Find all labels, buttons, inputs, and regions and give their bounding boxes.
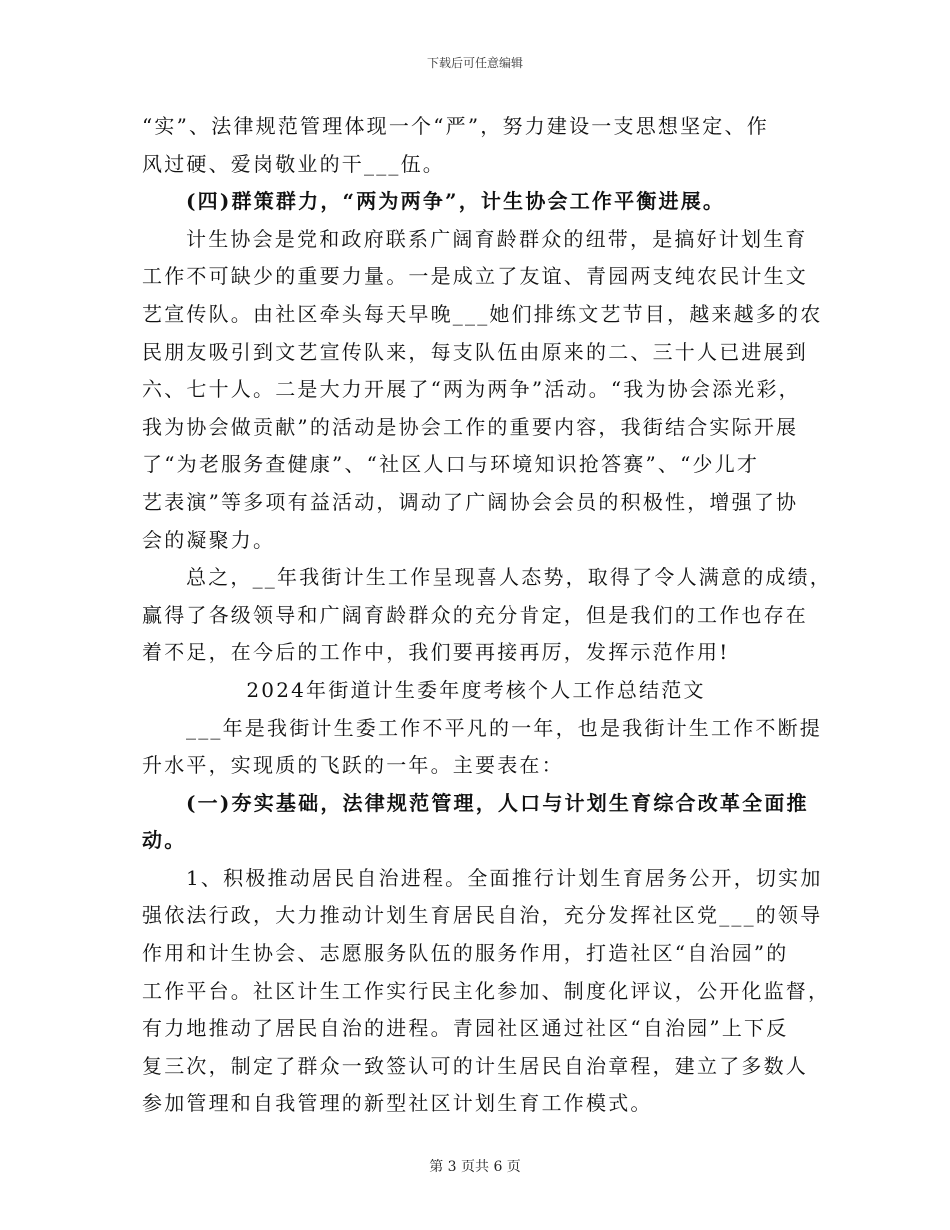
page-footer: 第 3 页共 6 页 xyxy=(429,1159,521,1175)
paragraph-line: 作用和计生协会、志愿服务队伍的服务作用，打造社区“自治园”的 xyxy=(142,941,789,966)
paragraph-line: 赢得了各级领导和广阔育龄群众的充分肯定，但是我们的工作也存在 xyxy=(142,602,808,627)
paragraph-line: 计生协会是党和政府联系广阔育龄群众的纽带，是搞好计划生育 xyxy=(186,226,808,251)
paragraph-line: 总之，__年我街计生工作呈现喜人态势，取得了令人满意的成绩， xyxy=(186,565,832,590)
paragraph-line: 风过硬、爱岗敬业的干___伍。 xyxy=(142,151,445,176)
paragraph-line: 工作不可缺少的重要力量。一是成立了友谊、青园两支纯农民计生文 xyxy=(142,264,808,289)
paragraph-line: 民朋友吸引到文艺宣传队来，每支队伍由原来的二、三十人已进展到 xyxy=(142,339,808,364)
paragraph-line: 着不足，在今后的工作中，我们要再接再厉，发挥示范作用! xyxy=(142,640,730,665)
section-heading-line: (四)群策群力，“两为两争”，计生协会工作平衡进展。 xyxy=(186,189,726,214)
section-title: 2024年街道计生委年度考核个人工作总结范文 xyxy=(246,677,706,702)
paragraph-line: 复三次，制定了群众一致签认可的计生居民自治章程，建立了多数人 xyxy=(142,1053,808,1078)
paragraph-line: 了“为老服务查健康”、“社区人口与环境知识抢答赛”、“少儿才 xyxy=(142,452,760,477)
paragraph-line: 有力地推动了居民自治的进程。青园社区通过社区“自治园”上下反 xyxy=(142,1016,789,1041)
paragraph-line: 1、积极推动居民自治进程。全面推行计划生育居务公开，切实加 xyxy=(186,865,823,890)
section-heading-line: 动。 xyxy=(142,828,187,853)
page-header: 下载后可任意编辑 xyxy=(426,56,523,70)
document-body xyxy=(142,108,832,1123)
paragraph-line: 升水平，实现质的飞跃的一年。主要表在： xyxy=(142,753,564,778)
paragraph-line: 六、七十人。二是大力开展了“两为两争”活动。“我为协会添光彩， xyxy=(142,377,801,402)
paragraph-line: 参加管理和自我管理的新型社区计划生育工作模式。 xyxy=(142,1091,653,1116)
section-heading-line: (一)夯实基础，法律规范管理，人口与计划生育综合改革全面推 xyxy=(186,790,809,815)
paragraph-line: 工作平台。社区计生工作实行民主化参加、制度化评议，公开化监督， xyxy=(142,978,831,1003)
paragraph-line: 艺宣传队。由社区牵头每天早晚___她们排练文艺节目，越来越多的农 xyxy=(142,301,823,326)
paragraph-line: 会的凝聚力。 xyxy=(142,527,276,552)
paragraph-line: “实”、法律规范管理体现一个“严”，努力建设一支思想坚定、作 xyxy=(142,114,769,138)
paragraph-line: ___年是我街计生委工作不平凡的一年，也是我街计生工作不断提 xyxy=(186,715,822,740)
paragraph-line: 艺表演”等多项有益活动，调动了广阔协会会员的积极性，增强了协 xyxy=(142,489,799,514)
paragraph-line: 强依法行政，大力推动计划生育居民自治，充分发挥社区党___的领导 xyxy=(142,903,823,928)
paragraph-line: 我为协会做贡献”的活动是协会工作的重要内容，我街结合实际开展 xyxy=(142,414,799,439)
